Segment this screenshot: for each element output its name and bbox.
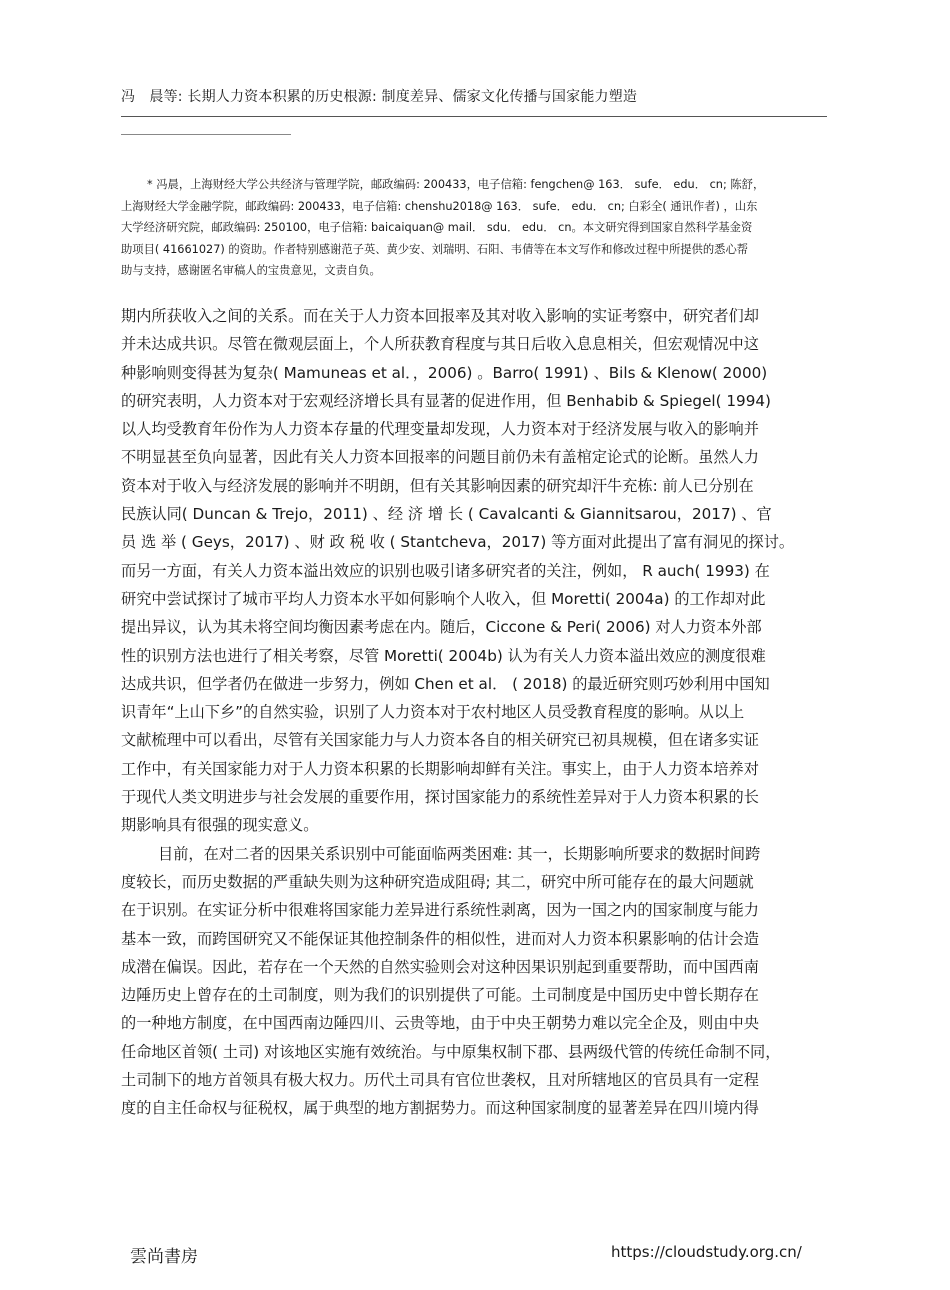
footnote-line: * 冯晨，上海财经大学公共经济与管理学院，邮政编码: 200433，电子信箱: fengchen@ 163． sufe． edu． cn; 陈舒，: [147, 178, 765, 191]
text-line: 不明显甚至负向显著，因此有关人力资本回报率的问题目前仍未有盖棺定论式的论断。虽然人力: [121, 448, 759, 467]
text-line: 土司制下的地方首领具有极大权力。历代土司具有官位世袭权，且对所辖地区的官员具有一定程: [121, 1071, 759, 1090]
footer-url: https://cloudstudy.org.cn/: [611, 1243, 802, 1261]
text-line: 提出异议，认为其未将空间均衡因素考虑在内。随后，Ciccone & Peri( 2006) 对人力资本外部: [121, 618, 762, 637]
text-line: 任命地区首领( 土司) 对该地区实施有效统治。与中原集权制下郡、县两级代管的传统任命制不同，: [121, 1042, 781, 1061]
text-line: 民族认同( Duncan & Trejo，2011) 、经 济 增 长 ( Cavalcanti & Giannitsarou，2017) 、官: [121, 505, 772, 524]
text-line: 工作中，有关国家能力对于人力资本积累的长期影响却鲜有关注。事实上，由于人力资本培养对: [121, 759, 759, 778]
footnote-rule: [121, 134, 291, 135]
text-line: 达成共识，但学者仍在做进一步努力，例如 Chen et al． ( 2018) 的最近研究则巧妙利用中国知: [121, 674, 770, 693]
text-line: 成潜在偏误。因此，若存在一个天然的自然实验则会对这种因果识别起到重要帮助，而中国西南: [121, 957, 759, 976]
footnote-line: 大学经济研究院，邮政编码: 250100，电子信箱: baicaiquan@ mail． sdu． edu． cn。本文研究得到国家自然科学基金资: [121, 221, 753, 235]
text-line: 的一种地方制度，在中国西南边陲四川、云贵等地，由于中央王朝势力难以完全企及，则由中央: [121, 1014, 759, 1033]
author-footnote: [121, 174, 837, 282]
text-line: 基本一致，而跨国研究又不能保证其他控制条件的相似性，进而对人力资本积累影响的估计会造: [121, 929, 759, 948]
text-line: 并未达成共识。尽管在微观层面上，个人所获教育程度与其日后收入息息相关，但宏观情况中这: [121, 335, 759, 354]
text-line: 文献梳理中可以看出，尽管有关国家能力与人力资本各自的相关研究已初具规模，但在诸多实证: [121, 731, 759, 750]
footnote-line: 助与支持，感谢匿名审稿人的宝贵意见，文责自负。: [121, 264, 381, 278]
body-text: [121, 302, 841, 1123]
footer-watermark: 雲尚書房: [130, 1247, 198, 1267]
text-line: 识青年“上山下乡”的自然实验，识别了人力资本对于农村地区人员受教育程度的影响。从以上: [121, 703, 745, 722]
text-line: 度较长，而历史数据的严重缺失则为这种研究造成阻碍; 其二，研究中所可能存在的最大问题就: [121, 872, 754, 891]
text-line: 于现代人类文明进步与社会发展的重要作用，探讨国家能力的系统性差异对于人力资本积累的长: [121, 788, 759, 807]
footnote-line: 上海财经大学金融学院，邮政编码: 200433，电子信箱: chenshu2018@ 163． sufe． edu． cn; 白彩全( 通讯作者) ，山东: [121, 199, 758, 213]
text-line: 期影响具有很强的现实意义。: [121, 816, 319, 835]
text-line: 资本对于收入与经济发展的影响并不明朗，但有关其影响因素的研究却汗牛充栋: 前人已分别在: [121, 476, 754, 495]
running-header: 冯 晨等: 长期人力资本积累的历史根源: 制度差异、儒家文化传播与国家能力塑造: [121, 89, 638, 105]
text-line: 种影响则变得甚为复杂( Mamuneas et al．，2006) 。Barro( 1991) 、Bils & Klenow( 2000): [121, 363, 768, 382]
footnote-line: 助项目( 41661027) 的资助。作者特别感谢范子英、黄少安、刘瑞明、石阳、韦倩等在本文写作和修改过程中所提供的悉心帮: [121, 242, 749, 256]
text-line: 而另一方面，有关人力资本溢出效应的识别也吸引诸多研究者的关注，例如， R auch( 1993) 在: [121, 561, 770, 580]
text-line: 度的自主任命权与征税权，属于典型的地方割据势力。而这种国家制度的显著差异在四川境内得: [121, 1099, 759, 1118]
text-line: 期内所获收入之间的关系。而在关于人力资本回报率及其对收入影响的实证考察中，研究者们却: [121, 307, 759, 325]
text-line: 员 选 举 ( Geys，2017) 、财 政 税 收 ( Stantcheva，2017) 等方面对此提出了富有洞见的探讨。: [121, 533, 795, 552]
text-line: 在于识别。在实证分析中很难将国家能力差异进行系统性剥离，因为一国之内的国家制度与能力: [121, 901, 759, 920]
text-line: 性的识别方法也进行了相关考察，尽管 Moretti( 2004b) 认为有关人力资本溢出效应的测度很难: [121, 646, 766, 665]
text-line: 边陲历史上曾存在的土司制度，则为我们的识别提供了可能。土司制度是中国历史中曾长期存在: [121, 986, 759, 1005]
text-line: 的研究表明，人力资本对于宏观经济增长具有显著的促进作用，但 Benhabib & Spiegel( 1994): [121, 391, 771, 410]
header-rule: [121, 116, 827, 117]
text-line: 目前，在对二者的因果关系识别中可能面临两类困难: 其一，长期影响所要求的数据时间跨: [158, 844, 761, 863]
text-line: 研究中尝试探讨了城市平均人力资本水平如何影响个人收入，但 Moretti( 2004a) 的工作却对此: [121, 589, 766, 608]
text-line: 以人均受教育年份作为人力资本存量的代理变量却发现，人力资本对于经济发展与收入的影响并: [121, 420, 759, 439]
